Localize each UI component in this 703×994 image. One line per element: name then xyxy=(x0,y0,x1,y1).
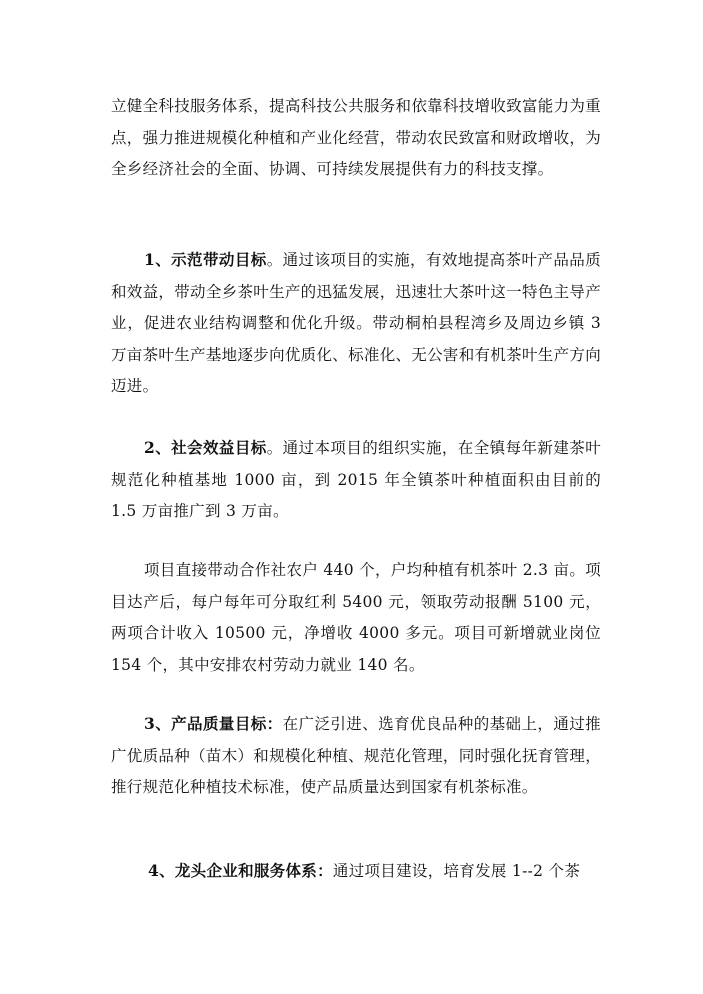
section-heading: 4、龙头企业和服务体系： xyxy=(148,861,333,880)
paragraph-farmer-income xyxy=(111,555,601,681)
paragraph-text: 在广泛引进、选育优良品种的基础上，通过推广优质品种（苗木）和规模化种植、规范化管理，同时强化抚育管理，推行规范化种植技术标准，使产品质量达到国家有机茶标准。 xyxy=(111,715,601,796)
paragraph-text: 。通过本项目的组织实施，在全镇每年新建茶叶规范化种植基地 1000 亩，到 2015 年全镇茶叶种植面积由目前的 1.5 万亩推广到 3 万亩。 xyxy=(111,439,601,520)
section-heading: 2、社会效益目标 xyxy=(144,438,267,457)
section-heading: 1、示范带动目标 xyxy=(144,250,267,269)
paragraph-text: 通过项目建设，培育发展 1--2 个茶 xyxy=(332,862,581,880)
section-heading: 3、产品质量目标： xyxy=(144,714,283,733)
paragraph-leading-enterprise xyxy=(148,855,608,888)
paragraph-social-benefit-goal xyxy=(111,432,601,528)
paragraph-text: 立健全科技服务体系，提高科技公共服务和依靠科技增收致富能力为重点，强力推进规模化种植和产业化经营，带动农民致富和财政增收，为全乡经济社会的全面、协调、可持续发展提供有力的科技支撑。 xyxy=(111,97,601,178)
paragraph-quality-goal xyxy=(111,708,601,804)
paragraph-text: 项目直接带动合作社农户 440 个，户均种植有机茶叶 2.3 亩。项目达产后，每户每年可分取红利 5400 元，领取劳动报酬 5100 元，两项合计收入 10500 元，净增收 4000 多元。项目可新增就业岗位 154 个，其中安排农村劳动力就业 140 名。 xyxy=(111,561,601,674)
paragraph-intro xyxy=(111,91,601,186)
paragraph-text: 。通过该项目的实施，有效地提高茶叶产品品质和效益，带动全乡茶叶生产的迅猛发展，迅速壮大茶叶这一特色主导产业，促进农业结构调整和优化升级。带动桐柏县程湾乡及周边乡镇 3 万亩茶叶生产基地逐步向优质化、标准化、无公害和有机茶叶生产方向迈进。 xyxy=(111,251,601,395)
paragraph-demonstration-goal xyxy=(111,244,601,403)
